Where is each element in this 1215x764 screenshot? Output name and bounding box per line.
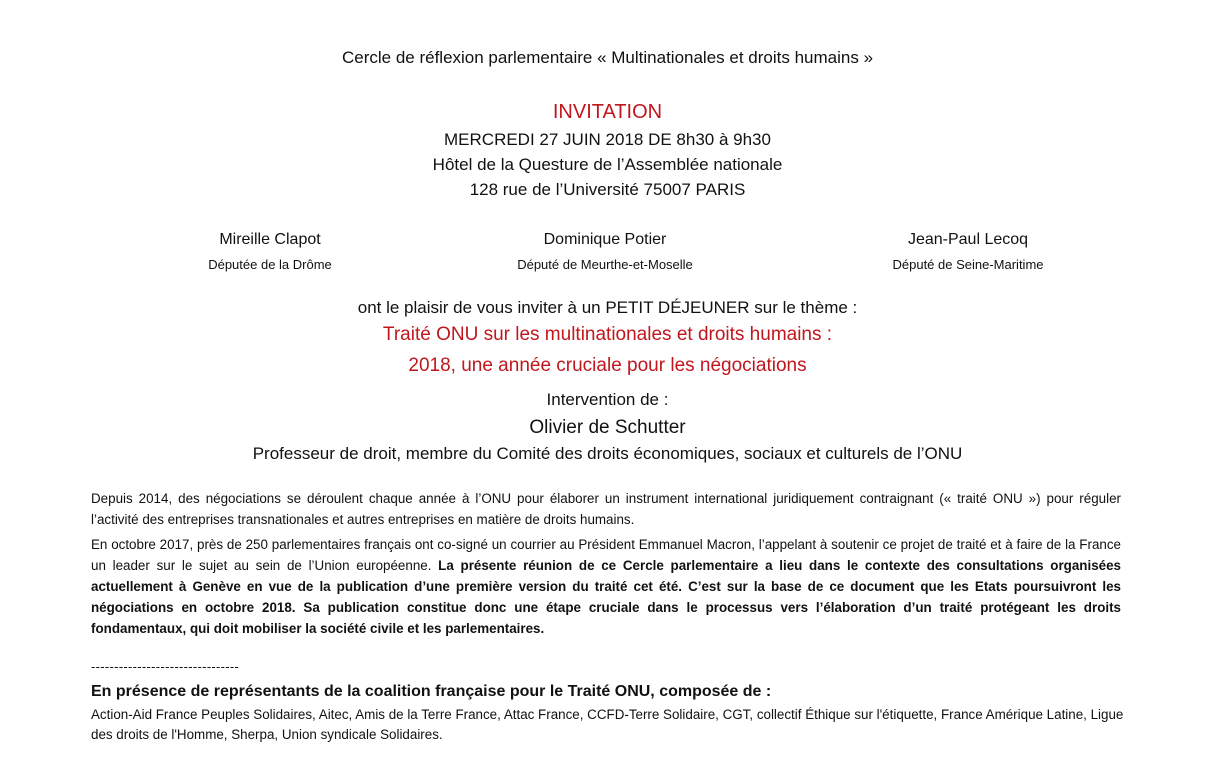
- circle-title: Cercle de réflexion parlementaire « Multinationales et droits humains »: [341, 48, 874, 67]
- host-role: Député de Seine-Maritime: [892, 257, 1044, 272]
- host-lecoq: [858, 230, 1078, 273]
- context-paragraph-1: Depuis 2014, des négociations se déroulent chaque année à l’ONU pour élaborer un instrument international juridiquement contraignant (« traité ONU ») pour réguler l’activité des entreprises transnationales et autres entreprises en matière de droits humains.: [91, 491, 1121, 527]
- invitation-intro: ont le plaisir de vous inviter à un PETIT DÉJEUNER sur le thème :: [357, 298, 858, 317]
- coalition-title: En présence de représentants de la coalition française pour le Traité ONU, composée de :: [91, 683, 772, 700]
- event-date: MERCREDI 27 JUIN 2018 DE 8h30 à 9h30: [444, 130, 771, 149]
- host-name: Mireille Clapot: [219, 231, 321, 248]
- coalition-members: Action-Aid France Peuples Solidaires, Aitec, Amis de la Terre France, Attac France, CCFD-Terre Solidaire, CGT, collectif Éthique sur l'étiquette, France Amérique Latine, Ligue des droits de l'Homme, Sherpa, Union syndicale Solidaires.: [91, 707, 1124, 742]
- context-paragraph-2: [91, 534, 1121, 639]
- intervention-label: Intervention de :: [546, 390, 669, 409]
- host-clapot: [170, 230, 370, 273]
- paragraph-2-regular: En octobre 2017, près de 250 parlementaires français ont co-signé un courrier au Président Emmanuel Macron, l’appelant à soutenir ce projet de traité et à faire de la France un leader sur le sujet au sein de l’Union européenne.: [91, 537, 1121, 573]
- host-role: Député de Meurthe-et-Moselle: [517, 257, 693, 272]
- separator-line: --------------------------------: [91, 659, 240, 674]
- host-role: Députée de la Drôme: [208, 257, 332, 272]
- invitation-title: INVITATION: [552, 101, 663, 123]
- theme-line-2: 2018, une année cruciale pour les négociations: [408, 355, 807, 376]
- host-name: Jean-Paul Lecoq: [907, 231, 1029, 248]
- speaker-name: Olivier de Schutter: [529, 417, 686, 438]
- paragraph-2-bold: La présente réunion de ce Cercle parlementaire a lieu dans le contexte des consultations organisées actuellement à Genève en vue de la publication d’une première version du traité cet été. C’est sur la base de ce document que les Etats poursuivront les négociations en octobre 2018. Sa publication constitue donc une étape cruciale dans le processus vers l’élaboration d’un traité protégeant les droits fondamentaux, qui doit mobiliser la société civile et les parlementaires.: [91, 558, 1121, 636]
- host-name: Dominique Potier: [543, 231, 667, 248]
- theme-line-1: Traité ONU sur les multinationales et droits humains :: [382, 324, 833, 345]
- host-potier: [475, 230, 735, 273]
- event-venue: Hôtel de la Questure de l’Assemblée nationale: [432, 155, 783, 174]
- event-address: 128 rue de l’Université 75007 PARIS: [469, 180, 746, 199]
- speaker-role: Professeur de droit, membre du Comité des droits économiques, sociaux et culturels de l’ONU: [252, 444, 963, 463]
